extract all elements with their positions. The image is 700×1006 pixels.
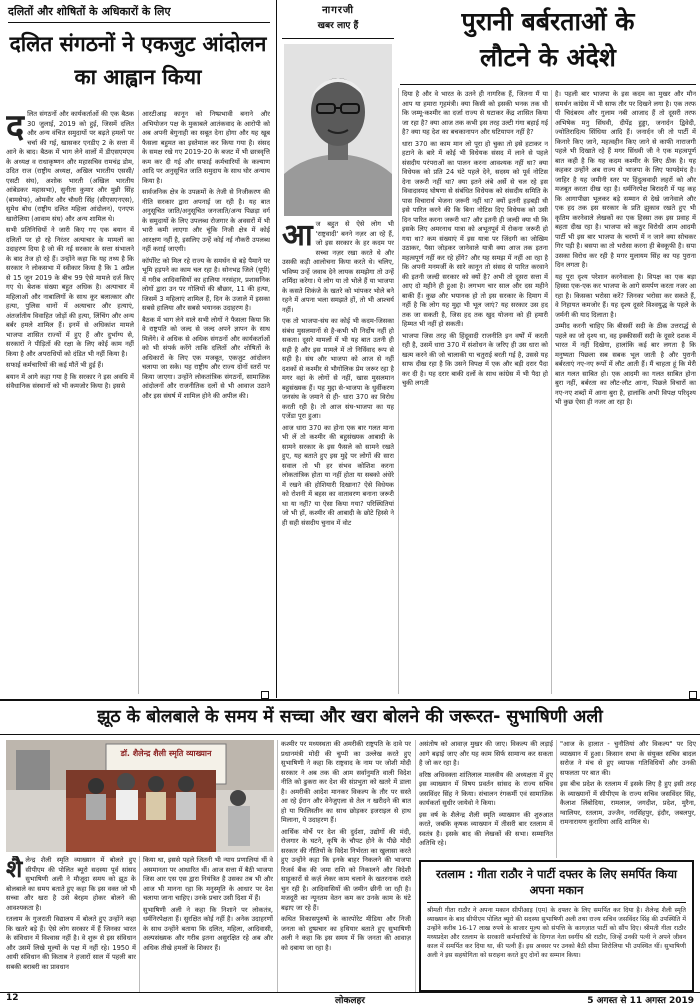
right-col1-para3: उम्मीद करनी चाहिए कि बीसवीं सदी के ठीक उत्तरार्द्ध से पहले का जो दृश्य था, वह इक्कीसवीं सदी के दूसरे दशक में भारत में नहीं दिखेगा, हालांकि कई बार लगता है कि मनुष्यता पिछला सब सबक भूल जाती है और पुरानी बर्बरताएं नए-नए रूपों में लौट आती हैं। मैं चाहता हूं कि मेरी बात गलत साबित हो। एक आदमी का गलत साबित होना बुरा नहीं, बर्बरता का लौट-लौट आना, पिछले विचारों का नए-नए शब्दों में आना बुरा है, हालांकि अभी विपक्ष परिदृश्य भी कुछ ऐसा ही नजर आ रहा है। xyxy=(555,322,696,406)
event-photo xyxy=(6,740,274,852)
left-col2-para2: सार्वजनिक क्षेत्र के उपक्रमों के तेजी से निजीकरण की नीति सरकार द्वारा अपनाई जा रही है। यह बात अनुसूचित जाति/अनुसूचित जनजाति/अन्य पिछड़ा वर्ग के समुदायों के लिए उपलब्ध रोजगार के अवसरों में भी भारी कमी लाएगा और चूंकि निजी क्षेत्र में कोई आरक्षण नहीं है, इसलिए उन्हें कोई नई नौकरी उपलब्ध नहीं कराई जाएगी। xyxy=(142,188,270,253)
bottom-headline: झूठ के बोलबाले के समय में सच्चा और खरा बोलने की जरूरत- सुभाषिणी अली xyxy=(97,707,603,727)
center-col1-para1: ज बहुत से ऐसे लोग भी 'राष्ट्रवादी' बनने नज़र आ रहे हैं, जो इस सरकार के हर कदम पर सच्चा नज़र रखा करते थे और उसकी कड़ी आलोचना किया करते थे। चलिए, भविष्य उन्हें जवाब देने लायक समझेगा तो उन्हें शर्मिंदा करेगा। ये लोग या तो भोले हैं या भाजपा के कसते शिकंजे के खतरे को भांपकर भोले बने रहने में अपना भला समझते हों, तो भी आश्चर्य नहीं। xyxy=(282,220,394,314)
bottom-col4-para1: असंतोष को आवाज़ मुखर की जाए। विकल्प की लड़ाई आगे बढ़ाई जाए और यह काम सिर्फ सामान्य कर सकता है जो कर रहा है। xyxy=(419,740,553,767)
bottom-col4-para3: इस वर्ष के शैलेन्द्र शैली स्मृति व्याख्यान की शुरुआत करते, जबकि कृषक व्याख्यान में तीसरी बार रतलाम में स्वतंत्र है। इसके बाद की लेखकों की सभा। सम्मानित अतिथि रहे। xyxy=(419,810,553,847)
bottom-col2 xyxy=(143,856,273,992)
issue-date: 5 अगस्त से 11 अगस्त 2019 xyxy=(587,996,694,1006)
box-body: श्रीमती गीता राठौर ने अपना मकान सीपीआइ (एम) के दफ्तर के लिए समर्पित कर दिया है। शैलेन्द्र शैली स्मृति व्याख्यान के बाद सीपीएम पोलित ब्यूरो की सदस्या सुभाषिणी अली तथा राज्य सचिव जसविंदर सिंह की उपस्थिति में उन्होंने करीब 16-17 लाख रुपये के बाजार मूल्य को संपत्ति के कागज़ात पार्टी को सौंप दिए। श्रीमती गीता राठौर मध्यप्रदेश और रतलाम के सरकारी कर्मचारियों के दिग्गज नेता स्वर्गीय श्री राठौर, जिन्हें उनकी पत्नी ने अपने जीवन काल में समर्पित कर दिया था, की पत्नी हैं। इस अवसर पर उनको बैठी सीमा शिरोलिया भी उपस्थित थीं। सुभाषिणी अली ने इस सहयोगिता को सराहना करते हुए दोनों का सम्मान किया। xyxy=(427,907,686,959)
left-headline: दलित संगठनों ने एकजुट आंदोलन का आह्वान किया xyxy=(9,32,267,89)
publication-name: लोकलहर xyxy=(335,996,365,1006)
right-headline-line2: लौटने के अंदेशे xyxy=(480,43,616,72)
left-story-col2 xyxy=(142,110,270,694)
bottom-col5-para1: "आज के हालात - चुनौतियां और विकल्प" पर दिए व्याख्यान में हुआ। किसान सभा के संयुक्त सचिव बादल सरोज ने मंच से हुए व्यापक गतिविधियों और उनकी सफलता पर बात की। xyxy=(560,740,696,777)
bottom-col2-para1: किया था, इससे पहले जितनी भी न्याय प्रणालियां थीं वे असमानता पर आधारित थीं। आज सत्ता में बैठी भाजपा जिस आर एस एस द्वारा नियंत्रित है उसका तब भी और आज भी मानना रहा कि मनुस्मृति के आधार पर देश चलाया जाना चाहिए। उनके प्रचार उसी दिशा में हैं। xyxy=(143,856,273,902)
left-col1-para4: बयान में आगे कहा गया है कि सरकार ने इस अवधि में संवैधानिक संस्थानों को भी कमजोर किया है। इससे xyxy=(6,372,134,390)
author-photo xyxy=(284,44,392,216)
left-story-col1 xyxy=(6,110,134,694)
box-story xyxy=(419,860,694,992)
bottom-col1-para1: लेन्द्र शैली स्मृति व्याख्यान में बोलते हुए सीपीएम की पोलित ब्यूरो सदस्या पूर्व सांसद सुभाषिणी अली ने मौजूदा समय को झूठ के बोलबाले का समय बताते हुए कहा कि इस वक्त जो भी सच्चा और खरा है उसे बेरहम होकर बोलने की आवश्यकता है। xyxy=(6,856,136,912)
page-number: 12 xyxy=(6,993,19,1003)
bottom-col1-para2: रतलाम के गुजराती विद्यालय में बोलते हुए उन्होंने कहा कि खतरे बड़े हैं। ऐसे लोग सरकार में हैं जिनका भारत के संविधान में विश्वास नहीं है। वे शुरू से इस संविधान और उसमें लिखे मूल्यों के पक्ष में नहीं रहे। 1950 में आयी संविधान की किताब ने हजारों साल में पहली बार सबकी बराबरी का प्रावधान xyxy=(6,915,136,971)
box-headline: रतलाम : गीता राठौर ने पार्टी दफ्तर के लिए समर्पित किया अपना मकान xyxy=(436,867,677,897)
bottom-col3-para3: कथित विकासपुरुषों के कारपोरेट मीडिया और निजी जनता को दुष्प्रचार का हथियार बताते हुए सुभाषिणी अली ने कहा कि इस समय में कि जनता की आवाज़ को दबाया जा रहा है। xyxy=(281,915,411,952)
left-col2-para1: आरटीआइ कानून को निष्प्रभावी बनाने और अभियोजन पक्ष के मुकाबले आतंकवाद के आरोपी को अब अपनी बेगुनाही का सबूत देना होगा और यह खूब फैसला बहुमत का इस्तेमाल कर किया गया है। संसद के समक्ष रखे गए 2019-20 के बजट में भी छात्रवृत्ति कम कर दी गई और सफाई कर्मचारियों के कल्याण आदि पर अनुसूचित जाति समुदाय के साथ घोर अन्याय किया है। xyxy=(142,110,270,185)
right-headline-line1: पुरानी बर्बरताओं के xyxy=(461,7,635,36)
center-col2-para2: धारा 370 का काम मान लो पूरा हो चुका तो इसे हटाकर न हटाने के बारे में कोई भी विधेयक संसद में लाने से पहले संसदीय परंपराओं का पालन करना आवश्यक नहीं था? क्या विधेयक को प्रति 24 घंटे पहले देने, सदस्य को पूर्व नोटिस देना जरूरी नहीं था? क्या इतने लंबे अर्से से चल रहे इस विवादास्पद घोषणा से संबंधित विधेयक को संसदीय समिति के पास विचारार्थ भेजना जरूरी नहीं था? क्यों इतनी हड़बड़ी थी इसे पारित करने की कि बिना नोटिस दिए विधेयक को उसी दिन पारित करना जरूरी था? और इतनी ही जल्दी क्या थी कि इसके लिए अमरनाथ यात्रा को अभूतपूर्व में रोकना जरूरी हो गया था? कम संख्याएं में इस यात्रा पर जिंदगी का जोखिम उठाकर, पैसा जोड़कर जानेवाले यात्री क्या आज तक इतना महत्वपूर्ण नहीं कर रहे होंगे? और यह समझ में नहीं आ रहा है कि अपनी मनमर्जी के सारे कानून तो संसद से पारित करवाने की इतनी जल्दी सरकार को क्यों है? अभी तो दूसरा सत्ता में आए दो महीने ही हुआ है। लगभग चार साल और दस महीने बाकी हैं। कुछ और भयानक हो तो इस सरकार के दिमाग में नहीं है कि लोग यह मुद्दा भी भूल जाएं? यह सरकार उस हद तक जा सकती है, जिस हद तक खुद योजना को ही हमारी हिम्मत भी नहीं हो सकती। xyxy=(402,139,548,328)
center-col1-para3: आज धारा 370 का होना एक बार गलत माना भी लें तो कश्मीर की बहुसंख्यक आबादी के सामने सरकार के इस फैसले को सामने रखते हुए, यह बताते हुए इस मुद्दे पर लोगों की सारा सवाल तो भी हर संभव कोशिश करना लोकतांत्रिक होता या नहीं होता या सबको अंधेरे में रखने की होशियारी दिखाना? ऐसे विधेयक को रोशनी में बहस का वातावरण बनाना जरूरी था या नहीं? या ऐसा किया गया? परिस्थितियां जो भी हों, कश्मीर की आबादी के छोटे हिस्से ने ही सही संसदीय चुनाव में वोट xyxy=(282,423,394,527)
center-dropcap: आ xyxy=(282,220,313,253)
right-col1-para2: यह पूरा दृश्य परेशान करनेवाला है। विपक्ष का एक बड़ा हिस्सा एक-एक कर भाजपा के आगे समर्पण करता नजर आ रहा है। किसका भरोसा करें? जिनका भरोसा कर सकते हैं, वे निहायत कमजोर हैं। यह दृश्य दूसरे विश्वयुद्ध के पहले के जर्मनी की याद दिलाता है। xyxy=(555,272,696,319)
center-col2-para1: दिया है और वे भारत के उतने ही नागरिक हैं, जितना मैं या आप या हमारा गृहमंत्री। क्या किसी को इसकी भनक तक थी कि जम्मू-कश्मीर का दर्जा राज्य से घटाकर केंद्र शासित किया जा रहा है? क्या आज तक कभी इस तरह उल्टी गंगा बहाई गई है? क्या यह देश का बचकानापन और घटियापन नहीं है? xyxy=(402,90,548,136)
bottom-col5-para2: इस बीच प्रदेश के रतलाम में इसके लिए है हुए इसी तरह के व्याख्यानों में सीपीएम के राज्य सचिव जसविंदर सिंह, कैलाश लिंबोदिया, रामलाल, जगदीश, प्रदेश, मुरैना, ग्वालियर, रतलाम, उज्जैन, नरसिंहपुर, इंदौर, जबलपुर, रामनारायण कुरारिया आदि शामिल थे। xyxy=(560,780,696,826)
center-story-col2 xyxy=(402,90,548,694)
bottom-col1 xyxy=(6,856,136,992)
bottom-col2-para2: सुभाषिणी अली ने कहा कि निशाने पर लोकतंत्र, धर्मनिरपेक्षता हैं। सुरक्षित कोई नहीं है। अनेक उदाहरणों के साथ उन्होंने बताया कि दलित, महिला, आदिवासी, अल्पसंख्यक और गरीब इतना असुरक्षित रहे अब और अधिक तीखे हमलों के शिकार हैं। xyxy=(143,905,273,952)
column-label xyxy=(282,2,394,31)
left-col1-para1: लित संगठनों और कार्यकर्ताओं की एक बैठक 30 जुलाई, 2019 को हुई, जिसमें दलित और अन्य वंचित समुदायों पर बढ़ते हमलों पर चर्चा की गई, खासकर एनडीए 2 के सत्ता में आने के बाद। बैठक में भाग लेने वालों में डीएसएमएम के अध्यक्ष व राधाकृष्णन और महासचिव रामचंद्र डोम, उदित राज (राष्ट्रीय अध्यक्ष, अखिल भारतीय एससी/एसटी संघ), अशोक भारती (अखिल भारतीय आंबेडकर महासभा), सुनीता कुमार और मुन्नी सिंह (बामसेफ), ओमवीर और चौधरी सिंह (सीएसएनएस), सुमेध बोध (राष्ट्रीय दलित महिला आंदोलन), एनएफ खारोलिया (आवाम संघ) और अन्य शामिल थे। xyxy=(6,110,134,223)
bottom-dropcap: शै xyxy=(6,856,23,883)
right-col1-para1: है। पहली बार भाजपा के इस कदम का मुखर और मौन समर्थन कांग्रेस में भी साफ तौर पर दिखने लगा है। एक तरफ पी चिदंबरम और गुलाम नबी आजाद हैं तो दूसरी तरफ अभिषेक मनु सिंघवी, दीपेंद्र हुड्डा, जनार्दन द्विवेदी, ज्योतिरादित्य सिंधिया आदि हैं। जनार्दन जी तो पार्टी में किनारे किए जाने, महत्वहीन किए जाने से काफी नाराजगी पहले भी दिखाते रहे हैं मगर सिंधवी जी ने एक महत्वपूर्ण बात कही है कि यह कदम कश्मीर के लिए ठीक है। यह कहकर उन्होंने अब राज्य से भाजपा के लिए फायदेमंद है। जाहिर है यह जमीनी स्तर पर हिंदुत्ववादी लहरों को और मजबूत करता दीख रहा है। धर्मनिरपेक्ष बिरादरी में यह कह कि आगापीछा भूलकर बड़े सम्मान से देखे जानेवाले और एक हद तक इस सरकार के प्रति झुकाव रखते हुए भी कृतिम करनेवाले लेखकों का एक हिस्सा तक इस प्रवाह में बहता दीख रहा है। भाजपा को कठुर विरोधी आम आदमी पार्टी भी इस बार भाजपा के चरणों में न जाने क्या सोचकर गिर पड़ी है। बसपा का तो भरोसा करना ही बेवकूफी है। सपा उसका विरोध कर रही है मगर मुलायम सिंह का यह पुराना दिन लगता है। xyxy=(555,90,696,269)
left-col1-para3: सफाई कर्मचारियों की कई मौतें भी हुई हैं। xyxy=(6,361,104,369)
bottom-col3-para2: आर्थिक मोर्चे पर देश की दुर्दशा, उद्योगों की मंदी, रोजगार के घटने, कृषि के चौपट होने के पीछे मोदी सरकार की नीतियों के विदेश निर्भरता का खुलासा करते हुए उन्होंने कहा कि इनके बाहर निकलने की भाजपा रिजर्व बैंक की जमा राशि को निकालने और विदेशी साहूकारों से कर्ज़ लेकर काम चलाने के खतरनाक रास्ते चुन रही है। आदिवासियों की जमीन छीनी जा रही है। मजदूरी का न्यूनतम वेतन कम कर उनके काम के घंटे बढ़ाए जा रहे हैं। xyxy=(281,827,411,912)
bottom-col3-para1: कश्मीर पर मध्यस्थता की अमरीकी राष्ट्रपति के दावे पर प्रधानमंत्री मोदी की चुप्पी का उल्लेख करते हुए सुभाषिणी ने कहा कि राष्ट्रवाद के नाम पर जोशी मोदी सरकार ने अब तक की आम सर्वानुमति वाली विदेश नीति को ढुकरा कर देश की संप्रभुता को खतरे में डाला है। अमरीकी आदेश मानकर विकल्प के तौर पर सस्ते आ रहे ईरान और वेनेजुएला से तेल न खरीदने की बात हो या फिलिस्तीन का साथ छोड़कर इजराइल से हाथ मिलाना, ये उदाहरण हैं। xyxy=(281,740,411,824)
center-col2-para3: भाजपा जिस तरह की हिंदूवादी राजनीति इन वर्षों में करती रही है, उसमें धारा 370 में संशोधन के जरिए ही उस धारा को खत्म करने की जो चालाकी या चतुराई बरती गई है, उससे यह साफ दीख रहा है कि उसने विपक्ष में एक और बड़ी दरार पैदा कर दी है। यह दरार बाकी दलों के साथ कांग्रेस में भी पैदा हो चुकी लगती xyxy=(402,331,548,387)
column-name: नागरजी xyxy=(322,5,354,16)
column-tagline: खबर लाए हैं xyxy=(317,21,359,31)
bottom-col4-para2: वरिष्ठ अधिवक्ता शांतिलाल मालवीय की अध्यक्षता में हुए इस व्याख्यान में विषय प्रवर्तन सांसद के राज्य सचिव जसविंदर सिंह ने किया। संचालन रंगकर्मी एवं सामाजिक कार्यकर्ता सुधीर जायेवो ने किया। xyxy=(419,770,553,807)
left-dropcap: द xyxy=(6,110,25,147)
left-col2-para3: कॉर्पोरेट को मिल रहे राज्य के समर्थन से बड़े पैमाने पर भूमि हड़पने का काम चल रहा है। सोनभद्र जिले (यूपी) में गरीब आदिवासियों का हालिया नरसंहार, प्रशासनिक लोगों द्वारा उन पर गोलियों की बौछार, 11 की हत्या, जिसमें 3 महिलाएं शामिल हैं, दिन के उजाले में इसका सबसे हालिया और सबसे भयानक उदाहरण है। xyxy=(142,256,270,312)
portrait-image xyxy=(284,44,392,216)
left-col1-para2: सभी प्रतिनिधियों ने जारी किए गए एक बयान में दलितों पर हो रहे निरंतर अत्याचार के मामलों का उदाहरण दिया है जो की नई सरकार के सत्ता संभालने के बाद तेज हो रहे हैं। उन्होंने कहा कि यह तथ्य है कि सरकार ने लोकसभा में स्वीकार किया है कि 1 अप्रैल से 15 जून 2019 के बीच 99 ऐसे मामले दर्ज किए गए थे। बेशक संख्या बहुत अधिक है। अत्याचार में महिलाओं और नाबालिगों के साथ कूर बलात्कार और हत्या, पुलिस थानों में अत्याचार और हत्याएं, अंतर्जातीय विवाहित जोड़ों की हत्या, लिंचिंग और अन्य बर्बर हमले शामिल हैं। इनमें से अधिकांश मामले भाजपा शासित राज्यों में हुए हैं और दुर्भाग्य से, सरकारों ने पीड़ितों की रक्षा के लिए कोई काम नहीं किया है और अपराधियों को दंडित भी नहीं किया है। xyxy=(6,226,134,358)
bottom-col3 xyxy=(281,740,411,992)
left-col2-para4: बैठक में भाग लेने वाले सभी लोगों ने फैसला किया कि वे राष्ट्रपति को जल्द से जल्द अपने ज्ञापन के साथ मिलेंगे। वे अधिक से अधिक संगठनों और कार्यकर्ताओं को भी संपर्क करेंगे ताकि दलितों और शोषितों के अधिकारों के लिए एक मजबूत, एकजुट आंदोलन चलाया जा सके। यह राष्ट्रीय और राज्य दोनों स्तरों पर किया जाएगा। उन्होंने लोकतांत्रिक संगठनों, सामाजिक आंदोलनों और राजनीतिक दलों से भी आवाज उठाने और इस संघर्ष में शामिल होने की अपील की। xyxy=(142,315,270,400)
center-col1-para2: एक तो भाजपा-संघ का कोई भी कदम-जिसका संबंध मुसलमानों से है-कभी भी निर्दोष नहीं हो सकता। दूसरे मामलों में भी यह बात उतनी ही सही है और इस मामले में तो निर्विवाद रूप से सही है। संघ और भाजपा को आज से नहीं दशकों से कश्मीर से भौगोलिक प्रेम जरूर रहा है मगर वहां के लोगों से नहीं, खास मुसलमान बहुसंख्यक हैं। यह मुद्दा से-भाजपा के धुर्वीकरण जनसंघ के जमाने से ही- धारा 370 का विरोध करती रही है। तो आज संघ-भाजपा का यह एजेंडा पूरा हुआ। xyxy=(282,317,394,420)
left-kicker: दलितों और शोषितों के अधिकारों के लिए xyxy=(8,5,171,18)
bottom-col5 xyxy=(560,740,696,858)
event-banner: डॉ. शैलेन्द्र शैली स्मृति व्याख्यान xyxy=(120,749,212,758)
center-story-col1 xyxy=(282,220,394,694)
right-story-col1 xyxy=(555,90,696,694)
bottom-col4 xyxy=(419,740,553,858)
right-headline xyxy=(400,4,696,76)
